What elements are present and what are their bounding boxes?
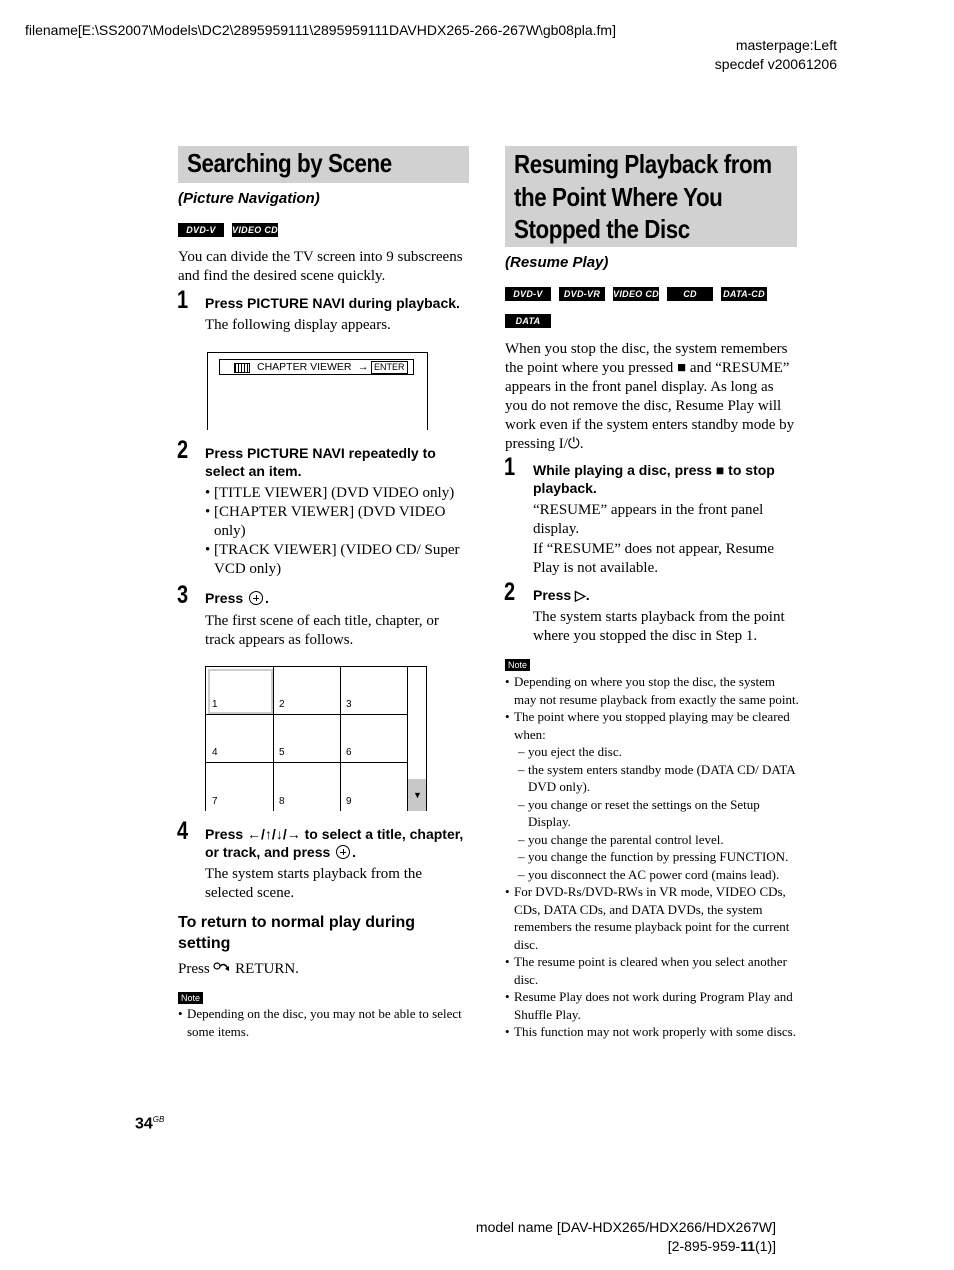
right-title-bar	[505, 146, 797, 247]
right-step2-text: Press ▷.	[533, 587, 590, 603]
grid-cell	[206, 763, 274, 811]
subscreen-grid	[205, 666, 427, 811]
grid-cell	[206, 715, 274, 763]
badge-video-cd: VIDEO CD	[232, 225, 278, 235]
part-code	[668, 1237, 776, 1256]
grid-cell	[273, 763, 341, 811]
enter-circle-icon	[249, 591, 263, 605]
left-step3-text	[205, 589, 269, 607]
left-step4-number: 4	[177, 817, 189, 845]
return-press: Press	[178, 961, 210, 977]
right-step1-desc2: If “RESUME” does not appear, Resume Play is not available.	[533, 541, 775, 576]
badge-dvd-v: DVD-V	[178, 223, 224, 237]
step4-line2	[205, 843, 475, 861]
list-item: • This function may not work properly with some discs.	[505, 1023, 800, 1041]
specdef-header: specdef v20061206	[714, 56, 837, 72]
left-notes	[178, 1005, 470, 1040]
left-step1-text: Press PICTURE NAVI during playback.	[205, 295, 460, 311]
list-item: • For DVD-Rs/DVD-RWs in VR mode, VIDEO CDs, CDs, DATA CDs, and DATA DVDs, the system remembers the resume playback point for the current disc.	[505, 883, 800, 953]
badge-data-dvd: DATA DVD	[505, 314, 551, 328]
left-note-label: Note	[178, 992, 203, 1004]
cell-number: 6	[346, 747, 352, 758]
part-code-c: (1)]	[755, 1238, 776, 1254]
scroll-down-icon: ▼	[413, 790, 422, 800]
step3-end: .	[265, 590, 269, 606]
step4-line2-text: or track, and press	[205, 844, 331, 860]
cell-number: 3	[346, 699, 352, 710]
dash-list	[505, 743, 800, 883]
right-title-line: Resuming Playback from	[514, 149, 772, 179]
page-number-value: 34	[135, 1115, 153, 1133]
dash-item: – you change the function by pressing FUNCTION.	[518, 848, 800, 866]
left-intro: You can divide the TV screen into 9 subscreens and find the desired scene quickly.	[178, 249, 463, 284]
badge-dvd-vr: DVD-VR	[559, 287, 605, 301]
grid-cell	[273, 715, 341, 763]
badge-dvd-v: DVD-V	[505, 287, 551, 301]
page-number	[135, 1115, 164, 1133]
cell-number: 7	[212, 796, 218, 807]
right-title-line: Stopped the Disc	[514, 214, 690, 244]
right-badges-row2	[505, 314, 559, 340]
list-item: • [TRACK VIEWER] (VIDEO CD/ Super VCD only)	[205, 541, 470, 579]
dash-item: – the system enters standby mode (DATA CD/ DATA DVD only).	[518, 761, 800, 796]
part-code-b: 11	[740, 1238, 755, 1254]
badge-data-cd: DATA-CD	[721, 287, 767, 301]
cell-number: 9	[346, 796, 352, 807]
badge-cd: CD	[667, 287, 713, 301]
list-item: • [CHAPTER VIEWER] (DVD VIDEO only)	[205, 503, 470, 541]
list-item: • The resume point is cleared when you select another disc.	[505, 953, 800, 988]
grid-cell	[206, 667, 274, 715]
left-step1-number: 1	[177, 286, 189, 314]
list-item: • The point where you stopped playing may be cleared when:	[505, 708, 800, 743]
notes-list	[505, 673, 800, 743]
right-notes	[505, 673, 800, 1041]
right-subtitle: (Resume Play)	[505, 254, 609, 271]
enter-circle-icon	[336, 845, 350, 859]
right-step1-text: While playing a disc, press ■ to stop playback.	[533, 462, 775, 496]
cell-number: 2	[279, 699, 285, 710]
filename-header: filename[E:\SS2007\Models\DC2\2895959111\2895959111DAVHDX265-266-267W\gb08pla.fm]	[25, 22, 616, 38]
left-step4-text	[205, 825, 475, 861]
step4-line1: Press ←/↑/↓/→ to select a title, chapter,	[205, 826, 464, 842]
list-item: • [TITLE VIEWER] (DVD VIDEO only)	[205, 484, 470, 503]
right-step1-desc1: “RESUME” appears in the front panel display.	[533, 502, 764, 537]
cell-number: 1	[212, 699, 218, 710]
page-number-suffix: GB	[152, 1115, 165, 1124]
list-item: • Depending on where you stop the disc, the system may not resume playback from exactly the same point.	[505, 673, 800, 708]
notes-list-cont	[505, 883, 800, 1041]
left-step2-number: 2	[177, 436, 189, 464]
dash-item: – you eject the disc.	[518, 743, 800, 761]
return-heading: To return to normal play during setting	[178, 914, 416, 952]
scrollbar-thumb	[408, 779, 426, 811]
right-intro: When you stop the disc, the system remembers the point where you pressed ■ and “RESUME” appears in the front panel display. As long as you do not remove the disc, Resume Play will work even if the system enters standby mode by pressing I/⏻.	[505, 341, 795, 452]
left-step4-desc: The system starts playback from the selected scene.	[205, 866, 423, 901]
masterpage-header: masterpage:Left	[735, 37, 837, 53]
viewer-icon	[234, 363, 250, 373]
left-subtitle: (Picture Navigation)	[178, 190, 320, 207]
enter-key-label: ENTER	[371, 361, 408, 374]
left-step3-number: 3	[177, 581, 189, 609]
right-title	[514, 148, 772, 246]
left-step2-text: Press PICTURE NAVI repeatedly to select an item.	[205, 445, 436, 479]
badge-video-cd: VIDEO CD	[613, 289, 659, 299]
right-step2-desc: The system starts playback from the point where you stopped the disc in Step 1.	[533, 609, 785, 644]
cell-number: 8	[279, 796, 285, 807]
right-step2-number: 2	[504, 578, 516, 606]
grid-cell	[273, 667, 341, 715]
tv-display-illustration	[207, 352, 428, 430]
right-badges	[505, 287, 805, 305]
list-item: • Depending on the disc, you may not be able to select some items.	[178, 1005, 470, 1040]
left-title-bar	[178, 146, 469, 183]
right-step1-number: 1	[504, 453, 516, 481]
grid-cell	[340, 715, 408, 763]
left-step2-list	[205, 484, 470, 579]
left-badges	[178, 223, 286, 241]
part-code-a: [2-895-959-	[667, 1238, 741, 1254]
chapter-viewer-bar	[219, 359, 414, 375]
arrow-right-icon: →	[358, 361, 369, 373]
left-title: Searching by Scene	[187, 148, 392, 178]
return-icon	[213, 960, 231, 979]
model-name: model name [DAV-HDX265/HDX266/HDX267W]	[475, 1219, 776, 1235]
cell-number: 5	[279, 747, 285, 758]
step3-press: Press	[205, 590, 244, 606]
return-label: RETURN.	[235, 961, 299, 977]
right-title-line: the Point Where You	[514, 181, 723, 212]
left-step3-desc: The first scene of each title, chapter, or track appears as follows.	[205, 613, 439, 648]
return-instruction	[178, 960, 299, 979]
list-item: • Resume Play does not work during Program Play and Shuffle Play.	[505, 988, 800, 1023]
cell-number: 4	[212, 747, 218, 758]
right-note-label: Note	[505, 659, 530, 671]
grid-cell	[340, 667, 408, 715]
left-step1-desc: The following display appears.	[205, 317, 391, 333]
grid-cell	[340, 763, 408, 811]
dash-item: – you change or reset the settings on the Setup Display.	[518, 796, 800, 831]
dash-item: – you disconnect the AC power cord (mains lead).	[518, 866, 800, 884]
dash-item: – you change the parental control level.	[518, 831, 800, 849]
chapter-viewer-label: CHAPTER VIEWER	[257, 361, 352, 373]
step4-end: .	[352, 844, 357, 860]
